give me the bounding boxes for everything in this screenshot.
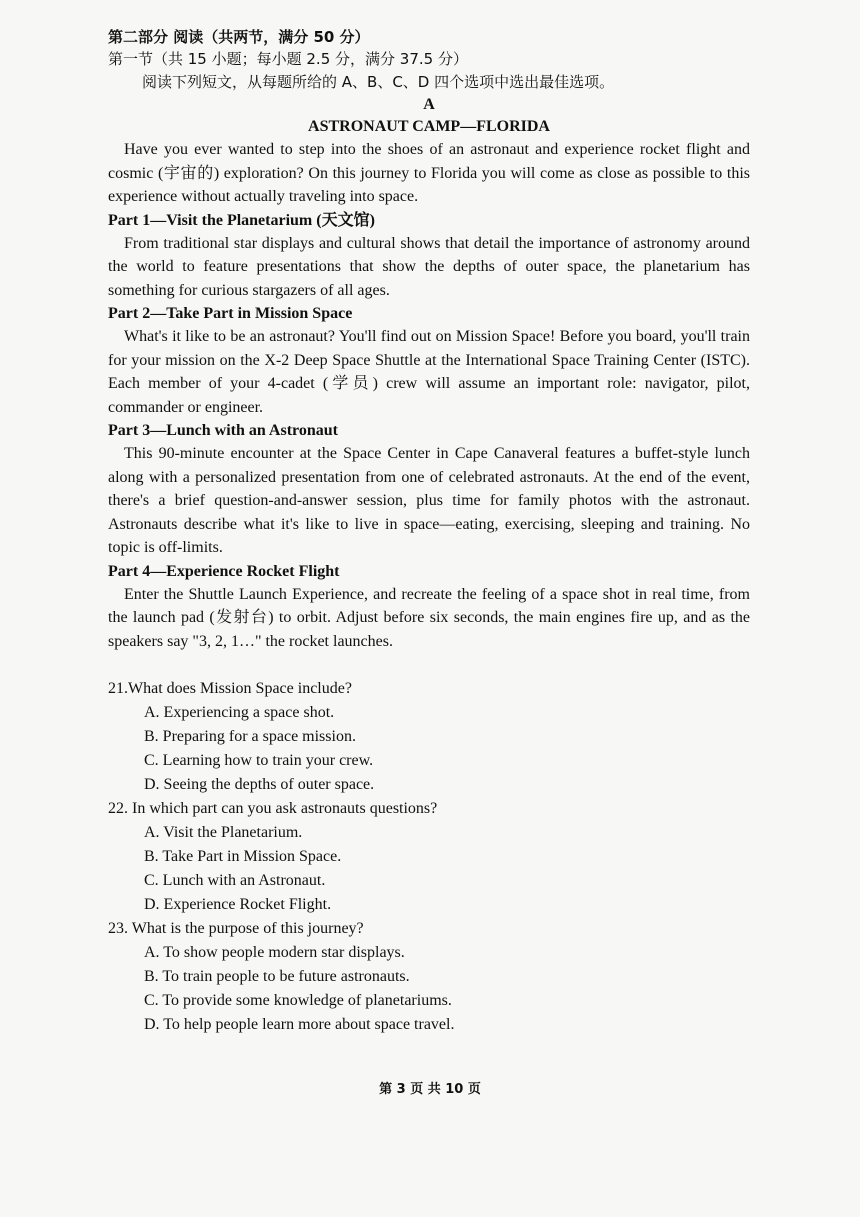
part-4-text: Enter the Shuttle Launch Experience, and recreate the feeling of a space shot in real time, from the launch pad (发射台) to orbit. Adjust before six seconds, the main engines fire up, and as the speakers say "3, 2, 1…" the rocket launches. [108, 585, 750, 650]
question-list [108, 677, 750, 1037]
part-2-heading: Part 2—Take Part in Mission Space [108, 305, 353, 322]
part-4-heading: Part 4—Experience Rocket Flight [108, 562, 340, 580]
part-1-text: From traditional star displays and cultural shows that detail the importance of astronomy around the world to feature presentations that show the depths of outer space, the planetarium has something for curious stargazers of all ages. [108, 234, 750, 299]
part-3-text: This 90-minute encounter at the Space Center in Cape Canaveral features a buffet-style lunch along with a personalized presentation from one of celebrated astronauts. At the end of the event, there's a brief question-and-answer session, plus time for family photos with the astronaut. Astronauts describe what it's like to live in space—eating, exercising, sleeping and training. No topic is off-limits. [108, 445, 750, 556]
question-21-option-c[interactable]: C. Learning how to train your crew. [144, 752, 374, 769]
question-22-option-c[interactable]: C. Lunch with an Astronaut. [144, 872, 326, 889]
passage-intro: Have you ever wanted to step into the shoes of an astronaut and experience rocket flight and cosmic (宇宙的) exploration? On this journey to Florida you will come as close as possible to this experience without actually traveling into space. [108, 141, 750, 205]
question-23-option-c[interactable]: C. To provide some knowledge of planetariums. [144, 992, 452, 1009]
question-23-option-b[interactable]: B. To train people to be future astronauts. [144, 968, 410, 985]
question-21-option-b[interactable]: B. Preparing for a space mission. [144, 728, 356, 745]
question-23-stem: 23. What is the purpose of this journey? [108, 920, 364, 937]
question-21-option-a[interactable]: A. Experiencing a space shot. [144, 704, 335, 721]
passage-letter: A [423, 96, 435, 113]
question-22-option-b[interactable]: B. Take Part in Mission Space. [144, 848, 342, 865]
passage-title: ASTRONAUT CAMP—FLORIDA [308, 118, 550, 135]
question-22-option-a[interactable]: A. Visit the Planetarium. [144, 824, 303, 841]
question-22-option-d[interactable]: D. Experience Rocket Flight. [144, 896, 332, 913]
question-23-option-d[interactable]: D. To help people learn more about space travel. [144, 1016, 455, 1033]
question-21-stem: 21.What does Mission Space include? [108, 680, 352, 697]
question-22-stem: 22. In which part can you ask astronauts questions? [108, 800, 438, 817]
subsection-heading: 第一节（共 15 小题；每小题 2.5 分，满分 37.5 分） [108, 50, 468, 68]
question-23-option-a[interactable]: A. To show people modern star displays. [144, 944, 405, 961]
page-number: 第 3 页 共 10 页 [379, 1082, 481, 1097]
question-21-option-d[interactable]: D. Seeing the depths of outer space. [144, 776, 375, 793]
part-1-heading: Part 1—Visit the Planetarium (天文馆) [108, 211, 375, 229]
part-2-text: What's it like to be an astronaut? You'll find out on Mission Space! Before you board, you'll train for your mission on the X-2 Deep Space Shuttle at the International Space Training Center (ISTC). Each member of your 4-cadet (学员) crew will assume an important role: navigator, pilot, commander or engineer. [108, 328, 750, 416]
part-3-heading: Part 3—Lunch with an Astronaut [108, 422, 338, 439]
instruction-text: 阅读下列短文，从每题所给的 A、B、C、D 四个选项中选出最佳选项。 [142, 73, 615, 91]
section-heading: 第二部分 阅读（共两节，满分 50 分） [108, 28, 370, 46]
